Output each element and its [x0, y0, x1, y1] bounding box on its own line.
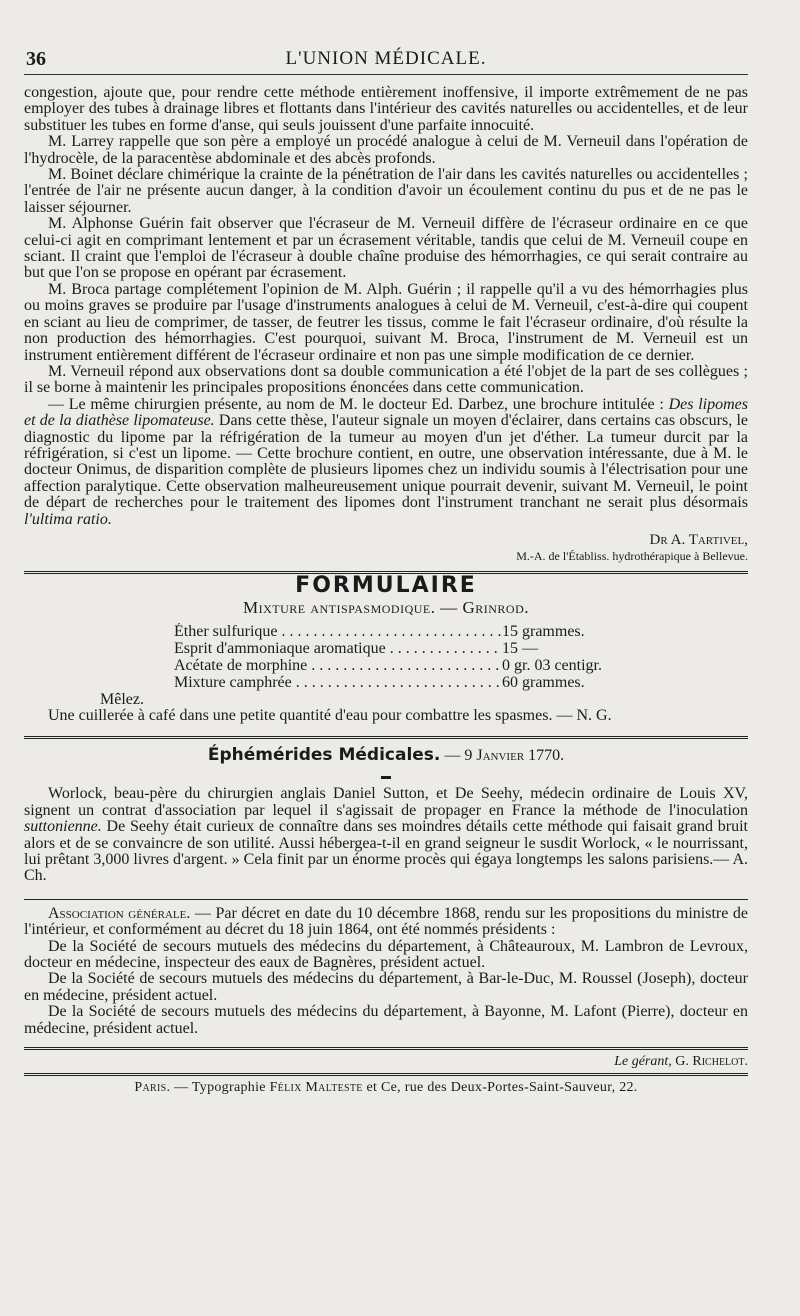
recipe-title: Mixture antispasmodique. — Grinrod. — [242, 598, 530, 618]
ingredient-list — [174, 623, 748, 691]
page-number: 36 — [26, 48, 46, 70]
ephemerides-heading — [24, 747, 748, 764]
brochure-title: Des lipomes et de la diathèse lipomateuse. — [24, 395, 748, 430]
gerant-label: Le gérant, — [614, 1054, 672, 1070]
ingredient-name: Acétate de morphine . . . — [174, 657, 502, 674]
author-affiliation: M.-A. de l'Établiss. hydrothérapique à Bellevue. — [516, 549, 748, 564]
section-divider — [24, 736, 748, 739]
text-run: — Le même chirurgien présente, au nom de M. le docteur Ed. Darbez, une brochure intitulée : — [48, 395, 669, 413]
running-title: L'UNION MÉDICALE. — [285, 48, 487, 69]
imprint-printer: Félix Malteste — [269, 1079, 363, 1095]
ingredient-quantity: 60 grammes. — [502, 673, 585, 691]
section-title-formulaire: FORMULAIRE — [295, 572, 477, 598]
ingredient-quantity: 15 grammes. — [502, 622, 585, 640]
paragraph: congestion, ajoute que, pour rendre cette méthode entièrement inoffensive, il importe extrêmement de ne pas employer des tubes à drainage libres et flottants dans l'intérieur des cavités naturelles ou accidentelles, et de leur substituer les tubes en forme d'anse, qui seuls jouissent d'une parfaite innocuité. — [24, 84, 748, 134]
melez-label: Mêlez. — [100, 690, 144, 708]
ingredient-name: Mixture camphrée . . . — [174, 674, 502, 691]
paragraph: M. Boinet déclare chimérique la crainte de la pénétration de l'air dans les cavités naturelles ou accidentelles ; l'entrée de l'air ne présente aucun danger, à la condition d'avoir un écoulement continu du pus et de ne pas le laisser séjourner. — [24, 166, 748, 216]
ingredient-quantity: 15 — — [502, 639, 538, 657]
section-divider — [24, 1047, 748, 1050]
text-run: Worlock, beau-père du chirurgien anglais Daniel Sutton, et De Seehy, médecin ordinaire de Louis XV, signent un contrat d'association par lequel il s'agissait de propager en France la méthode de l'inoculation — [24, 785, 748, 819]
page-header — [24, 44, 748, 75]
ingredient-row — [174, 674, 748, 691]
ingredient-row — [174, 623, 748, 640]
gerant-line — [24, 1054, 748, 1070]
text-run: Dans cette thèse, l'auteur signale un moyen d'éclairer, dans certains cas obscurs, le diagnostic du lipome par la réfrigération de la tumeur au moyen d'un jet d'éther. La tumeur durcit par la réfrigération, si c'est un lipome. — Cette brochure contient, en outre, une observation intéressante, due à M. le docteur Onimus, de disparition complète de plusieurs lipomes chez un individu soumis à l'électrisation pour une affection paralytique. Cette observation malheureusement unique pourrait devenir, suivant M. Verneuil, le point de départ de recherches pour le traitement des lipomes dont l'instrument tranchant ne serait plus désormais — [24, 412, 749, 512]
small-divider: ▬ — [381, 771, 391, 783]
article-body — [24, 85, 748, 1096]
paragraph: De la Société de secours mutuels des médecins du département, à Bayonne, M. Lafont (Pierre), docteur en médecine, président actuel. — [24, 1003, 748, 1037]
paragraph — [24, 906, 748, 939]
ingredient-row — [174, 640, 748, 657]
author-signature: Dr A. Tartivel, — [649, 531, 748, 548]
text-run: De Seehy était curieux de connaître dans ses moindres détails cette méthode qui faisait grand bruit alors et de se convaincre de son utilité. Aussi hébergea-t-il en grand seigneur le susdit Worlock, « le nourrissant, lui prêtant 3,000 livres d'argent. » Cela finit par un énorme procès qui égaya longtemps les salons parisiens.— A. Ch. — [24, 818, 748, 885]
section-divider — [24, 899, 748, 900]
paragraph: De la Société de secours mutuels des médecins du département, à Bar-le-Duc, M. Roussel (Joseph), docteur en médecine, président actuel. — [24, 970, 748, 1004]
paragraph: M. Larrey rappelle que son père a employé un procédé analogue à celui de M. Verneuil dans l'opération de l'hydrocèle, de la paracentèse abdominale et des abcès profonds. — [24, 133, 748, 167]
text-run: — Par décret en date du 10 décembre 1868, rendu sur les propositions du ministre de l'intérieur, et conformément au décret du 18 juin 1864, ont été nommés présidents : — [24, 904, 749, 939]
latin-phrase: l'ultima ratio. — [24, 510, 112, 528]
paragraph: M. Alphonse Guérin fait observer que l'écraseur de M. Verneuil diffère de l'écraseur ordinaire en ce que celui-ci agit en comprimant lentement et par un écrasement véritable, tandis que celui de M. Verneuil coupe en sciant. Il craint que l'emploi de l'écraseur à double chaîne produise des hémorrhagies, ce qui serait contraire au but que l'on se propose en opérant par écrasement. — [24, 215, 748, 282]
association-heading: Association générale. — [48, 904, 191, 922]
gerant-name: G. Richelot. — [675, 1054, 748, 1070]
paragraph — [24, 397, 748, 528]
text-run: — Typographie — [170, 1079, 270, 1095]
paragraph: M. Verneuil répond aux observations dont sa double communication a été l'objet de la part de ses collègues ; il se borne à maintenir les principales propositions énoncées dans cette communication. — [24, 362, 748, 397]
imprint-line — [24, 1080, 748, 1096]
recipe-instruction: Une cuillerée à café dans une petite quantité d'eau pour combattre les spasmes. — N. G. — [48, 706, 612, 724]
ingredient-name: Éther sulfurique . . . — [174, 623, 502, 640]
paragraph — [24, 786, 748, 884]
paragraph: De la Société de secours mutuels des médecins du département, à Châteauroux, M. Lambron de Levroux, docteur en médecine, inspecteur des eaux de Bagnères, président actuel. — [24, 937, 748, 972]
text-run: et Ce, rue des Deux-Portes-Saint-Sauveur, 22. — [362, 1079, 638, 1095]
ingredient-row — [174, 657, 748, 674]
paragraph: M. Broca partage complétement l'opinion de M. Alph. Guérin ; il rappelle qu'il a vu des hémorrhagies plus ou moins graves se produire par l'usage d'instruments analogues à celui de M. Verneuil, c'est-à-dire qui coupent en sciant au lieu de comprimer, de tasser, de feutrer les tissus, comme le fait l'écraseur ordinaire, d'où résulte la non production des hémorrhagies. C'est pourquoi, suivant M. Broca, l'instrument de M. Verneuil est un instrument entièrement différent de l'écraseur ordinaire et non pas une simple modification de ce dernier. — [24, 280, 748, 364]
imprint-city: Paris. — [134, 1079, 171, 1095]
ingredient-name: Esprit d'ammoniaque aromatique . . . — [174, 640, 502, 657]
ephemerides-date: — 9 Janvier 1770. — [444, 747, 565, 764]
ingredient-quantity: 0 gr. 03 centigr. — [502, 656, 602, 674]
section-divider — [24, 1073, 748, 1076]
ephemerides-title: Éphémérides Médicales. — [207, 745, 441, 765]
emphasis: suttonienne. — [24, 818, 102, 836]
